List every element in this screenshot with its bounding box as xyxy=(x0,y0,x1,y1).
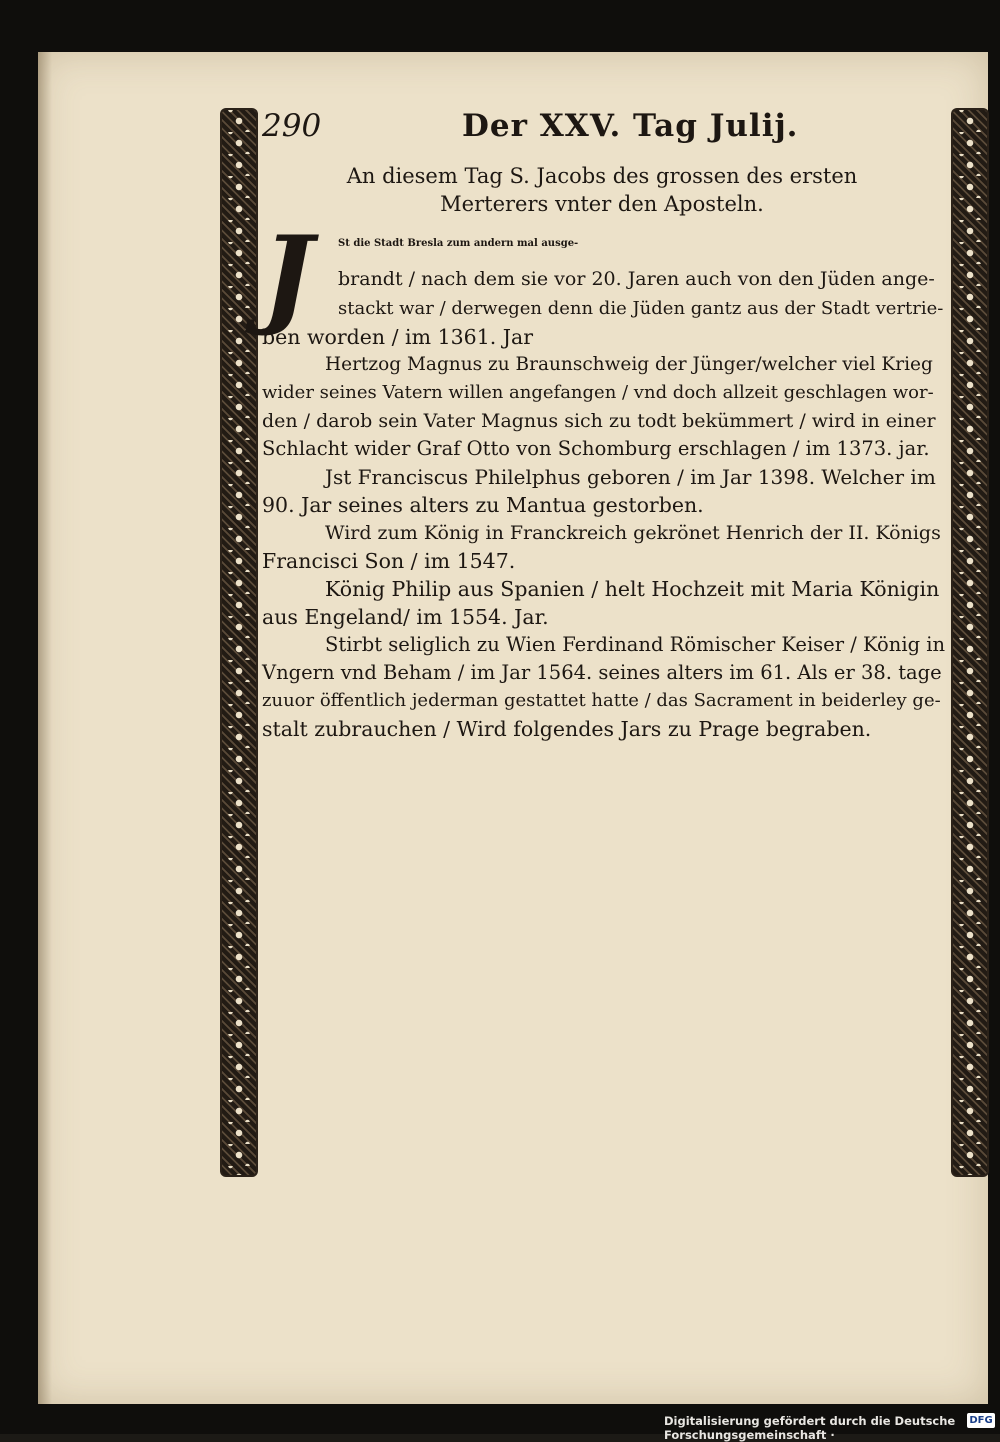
gutter-shadow xyxy=(38,52,52,1404)
text-line: Vngern vnd Beham / im Jar 1564. seines alters im 61. Als er 38. tage xyxy=(262,661,942,684)
ornamental-border-left xyxy=(222,110,256,1175)
running-head: Der XXV. Tag Julij. xyxy=(462,108,799,144)
text-line: Jst Franciscus Philelphus geboren / im Jar 1398. Welcher im xyxy=(325,465,936,489)
text-line: Schlacht wider Graf Otto von Schomburg erschlagen / im 1373. jar. xyxy=(262,437,930,460)
text-line: 90. Jar seines alters zu Mantua gestorben. xyxy=(262,493,704,517)
decorated-initial: J xyxy=(262,213,314,339)
text-line: König Philip aus Spanien / helt Hochzeit mit Maria Königin xyxy=(325,577,940,601)
text-line: Hertzog Magnus zu Braunschweig der Jünger/welcher viel Krieg xyxy=(325,354,933,375)
text-line: brandt / nach dem sie vor 20. Jaren auch von den Jüden ange- xyxy=(338,268,935,290)
page-number: 290 xyxy=(262,108,322,144)
digitization-credit: Digitalisierung gefördert durch die Deutsche Forschungsgemeinschaft · xyxy=(664,1414,956,1442)
subtitle-line-2: Merterers vnter den Aposteln. xyxy=(440,192,764,216)
first-text-line: St die Stadt Bresla zum andern mal ausge- xyxy=(338,238,579,249)
text-line: den / darob sein Vater Magnus sich zu todt bekümmert / wird in einer xyxy=(262,410,936,432)
ornamental-border-right xyxy=(953,110,987,1175)
text-line: aus Engeland/ im 1554. Jar. xyxy=(262,605,549,629)
text-line: Wird zum König in Franckreich gekrönet Henrich der II. Königs xyxy=(325,522,941,544)
text-line: zuuor öffentlich jederman gestattet hatte / das Sacrament in beiderley ge- xyxy=(262,690,941,711)
text-line: Francisci Son / im 1547. xyxy=(262,549,516,573)
page-header xyxy=(262,108,942,156)
text-line: stackt war / derwegen denn die Jüden gantz aus der Stadt vertrie- xyxy=(338,298,944,319)
dfg-logo: DFG xyxy=(967,1413,995,1428)
subtitle-line-1: An diesem Tag S. Jacobs des grossen des ersten xyxy=(346,164,858,188)
text-line: stalt zubrauchen / Wird folgendes Jars zu Prage begraben. xyxy=(262,717,872,741)
text-line: wider seines Vatern willen angefangen / vnd doch allzeit geschlagen wor- xyxy=(262,382,934,403)
text-line: ben worden / im 1361. Jar xyxy=(262,325,534,349)
text-line: Stirbt seliglich zu Wien Ferdinand Römischer Keiser / König in xyxy=(325,633,946,656)
